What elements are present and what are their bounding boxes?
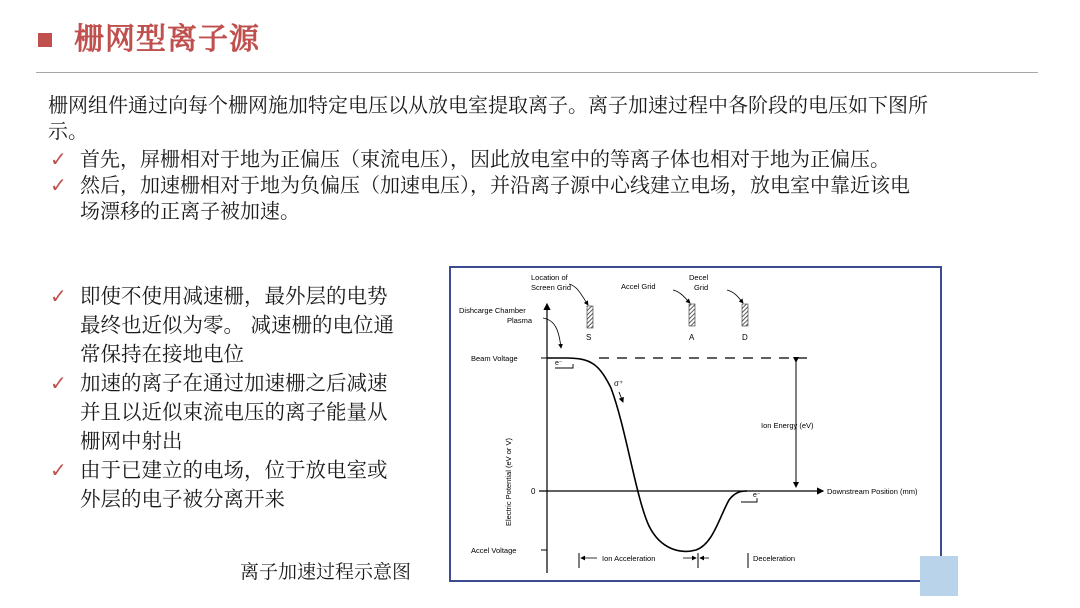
accel-grid-label: Accel Grid	[621, 282, 656, 291]
plasma-label-2: Plasma	[507, 316, 533, 325]
x-axis-label: Downstream Position (mm)	[827, 487, 918, 496]
deceleration-label: Deceleration	[753, 554, 796, 563]
title-bullet-square	[38, 33, 52, 47]
bullet-text: 由于已建立的电场，位于放电室或外层的电子被分离开来	[80, 458, 388, 511]
list-item	[48, 146, 928, 172]
list-item	[48, 282, 398, 369]
bullet-text: 即使不使用减速栅，最外层的电势最终也近似为零。 减速栅的电位通常保持在接地电位	[80, 284, 395, 366]
ion-acceleration-label: Ion Acceleration	[602, 554, 656, 563]
intro-paragraph: 栅网组件通过向每个栅网施加特定电压以从放电室提取离子。离子加速过程中各阶段的电压如下图所示。	[48, 93, 928, 143]
list-item	[48, 456, 398, 514]
plasma-label-1: Dishcarge Chamber	[459, 306, 526, 315]
bullet-text: 然后，加速栅相对于地为负偏压（加速电压），并沿离子源中心线建立电场，放电室中靠近该电场漂移的正离子被加速。	[80, 173, 910, 223]
y-axis-label: Electric Potential (eV or V)	[504, 438, 513, 526]
potential-diagram	[451, 268, 940, 580]
decel-grid-label-1: Decel	[689, 273, 709, 282]
figure-caption: 离子加速过程示意图	[240, 561, 412, 583]
ion-direction-arrow	[619, 392, 623, 402]
left-bullet-list	[48, 282, 398, 514]
checkmark-icon: ✓	[50, 458, 67, 482]
electron-label-left: e⁻	[555, 360, 563, 367]
potential-curve	[547, 358, 747, 551]
decel-grid-leader	[727, 290, 743, 303]
accel-voltage-label: Accel Voltage	[471, 546, 517, 555]
bullet-text: 加速的离子在通过加速栅之后减速并且以近似束流电压的离子能量从栅网中射出	[80, 371, 388, 453]
accel-grid	[689, 304, 695, 326]
list-item	[48, 369, 398, 456]
screen-grid	[587, 306, 593, 328]
electron-label-right: e⁻	[753, 492, 761, 499]
screen-grid-label-1: Location of	[531, 273, 568, 282]
decel-grid-label-2: Grid	[694, 283, 709, 292]
screen-grid-label-2: Screen Grid	[531, 283, 572, 292]
decel-grid	[742, 304, 748, 326]
ion-acceleration-figure	[449, 266, 942, 582]
ion-label: σ⁺	[614, 379, 624, 388]
accel-grid-leader	[673, 290, 690, 303]
checkmark-icon: ✓	[50, 173, 67, 197]
bullet-text: 首先，屏栅相对于地为正偏压（束流电压），因此放电室中的等离子体也相对于地为正偏压。	[80, 147, 890, 171]
checkmark-icon: ✓	[50, 147, 67, 171]
plasma-leader	[543, 318, 561, 348]
title-divider	[36, 72, 1038, 73]
checkmark-icon: ✓	[50, 284, 67, 308]
checkmark-icon: ✓	[50, 371, 67, 395]
zero-label: 0	[531, 487, 536, 496]
top-bullet-list	[48, 146, 928, 224]
slide-corner-decoration	[920, 556, 958, 596]
ion-energy-label: Ion Energy (eV)	[761, 421, 814, 430]
grid-a-label: A	[689, 333, 695, 342]
grid-s-label: S	[586, 333, 592, 342]
list-item	[48, 172, 928, 224]
page-title: 栅网型离子源	[74, 22, 260, 57]
beam-voltage-label: Beam Voltage	[471, 354, 518, 363]
screen-grid-leader	[569, 284, 588, 305]
grid-d-label: D	[742, 333, 748, 342]
